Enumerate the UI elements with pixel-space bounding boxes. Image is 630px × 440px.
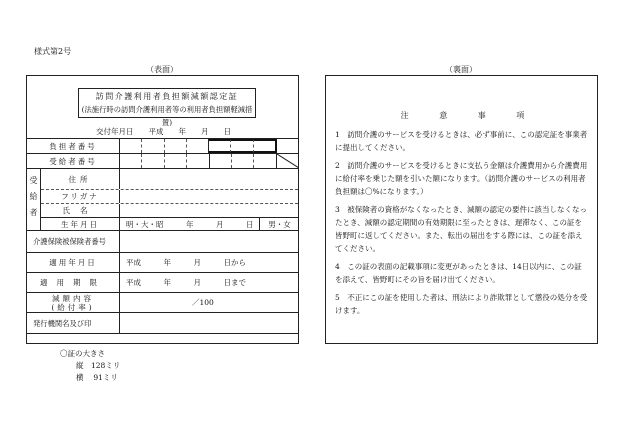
- issuer-label: 発行機関名及び印: [27, 313, 120, 333]
- size-width: 横 91ミリ: [76, 373, 118, 382]
- name-row: [41, 203, 298, 217]
- furigana-row: [41, 189, 298, 203]
- address-row: [41, 169, 298, 189]
- size-notes-heading: 〇証の大きさ: [60, 349, 105, 358]
- recipient-number-label: 受給者番号: [27, 154, 120, 168]
- address-label: 住所: [41, 169, 120, 189]
- diagonal-slash: [277, 154, 299, 168]
- certificate-subtitle: (法施行時の訪問介護利用者等の利用者負担額軽減措置): [81, 105, 253, 127]
- certificate-front: [26, 75, 299, 344]
- certificate-back: [325, 75, 598, 344]
- note-item: 2 訪問介護のサービスを受けるときに支払う金額は介護費用から介護費用に給付率を乗じた額を引いた額になります。（訪問介護のサービスの利用者負担額は〇%になります。）: [335, 161, 588, 196]
- birthdate-row: [41, 217, 298, 231]
- notes-title: 注 意 事 項: [400, 111, 525, 120]
- valid-from-value: 平成 年 月 日から: [126, 258, 246, 267]
- valid-from-row: [27, 252, 298, 272]
- size-notes: [60, 348, 120, 384]
- form-number: 様式第2号: [34, 47, 72, 56]
- burden-number-cells: [120, 139, 298, 153]
- birthdate-value: 明・大・昭 年 月 日: [126, 220, 254, 229]
- insured-number-label: 介護保険被保険者番号: [27, 231, 120, 252]
- front-side-label: （表面）: [146, 65, 178, 74]
- notes-list: [335, 128, 589, 322]
- reduction-value: ／100: [192, 298, 214, 307]
- birthdate-label: 生年月日: [41, 218, 120, 231]
- issue-date: 交付年月日 平成 年 月 日: [96, 127, 231, 136]
- reduction-row: [27, 292, 298, 312]
- note-item: 4 この証の表面の記載事項に変更があったときは、14日以内に、この証を添えて、皆野町にその旨を届け出てください。: [335, 262, 582, 284]
- reduction-label-sub: (給付率): [51, 302, 95, 312]
- certificate-title: 訪問介護利用者負担額減額認定証: [95, 92, 239, 101]
- recipient-group-label: [27, 169, 41, 231]
- size-height: 縦 128ミリ: [76, 361, 121, 370]
- reduction-label-main: 減額内容: [52, 293, 94, 303]
- burden-number-row: [27, 138, 298, 153]
- issuer-row: [27, 312, 298, 334]
- note-item: 1 訪問介護のサービスを受けるときは、必ず事前に、この認定証を事業者に提出してください。: [335, 130, 588, 152]
- certificate-title-box: [78, 88, 256, 127]
- recipient-group-text: 受給者: [29, 176, 38, 224]
- valid-until-row: [27, 272, 298, 292]
- valid-until-label: 適用期限: [27, 273, 120, 292]
- insured-number-row: [27, 230, 298, 252]
- note-item: 3 被保険者の資格がなくなったとき、減額の認定の要件に該当しなくなったとき、減額の認定期間の有効期限に至ったときは、遅滞なく、この証を皆野町に返してください。また、転出の届出をする際には、この証を添えてください。: [335, 205, 587, 253]
- furigana-label: フリガナ: [41, 190, 120, 203]
- recipient-number-row: [27, 153, 298, 168]
- valid-until-value: 平成 年 月 日まで: [126, 278, 246, 287]
- recipient-group: [27, 168, 298, 230]
- back-side-label: （裏面）: [445, 65, 477, 74]
- note-item: 5 不正にこの証を使用した者は、刑法により詐欺罪として懲役の処分を受けます。: [335, 293, 588, 315]
- gender-value: 男・女: [259, 218, 299, 231]
- reduction-label: [27, 293, 120, 312]
- burden-number-label: 負担者番号: [27, 139, 120, 153]
- name-label: 氏名: [41, 204, 120, 217]
- valid-from-label: 適用年月日: [27, 253, 120, 272]
- recipient-number-cells: [120, 154, 298, 168]
